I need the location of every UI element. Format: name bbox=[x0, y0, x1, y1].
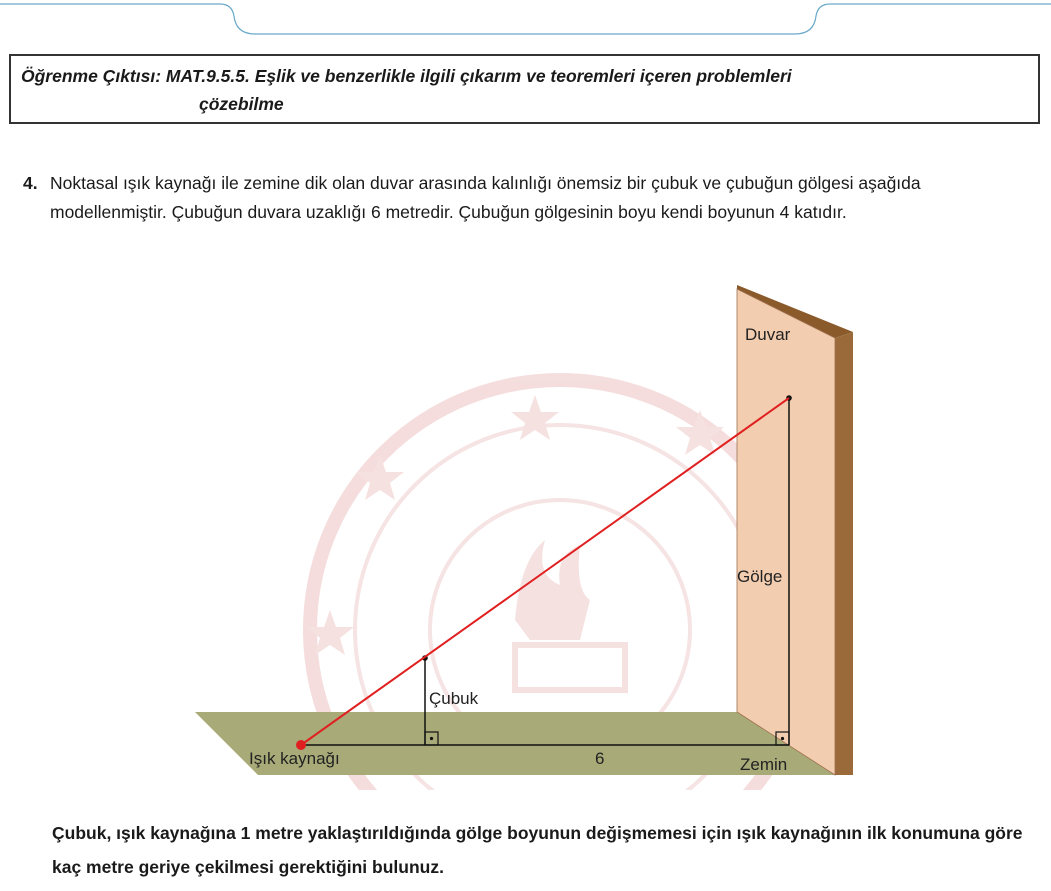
light-source-label: Işık kaynağı bbox=[249, 749, 340, 768]
learning-outcome-box bbox=[9, 54, 1040, 124]
problem-number: 4. bbox=[23, 173, 38, 193]
rod-label: Çubuk bbox=[429, 689, 479, 708]
distance-label: 6 bbox=[595, 749, 605, 768]
shadow-label: Gölge bbox=[737, 567, 783, 586]
question-text: Çubuk, ışık kaynağına 1 metre yaklaştırıldığında gölge boyunun değişmemesi için ışık kaynağının ilk konumuna göre kaç metre geriye çekilmesi gerektiğini bulunuz. bbox=[52, 823, 1023, 877]
ground-label: Zemin bbox=[740, 755, 788, 774]
header-tab-decoration bbox=[0, 0, 1051, 40]
wall-front bbox=[737, 289, 835, 775]
learning-outcome-line1: Öğrenme Çıktısı: MAT.9.5.5. Eşlik ve benzerlikle ilgili çıkarım ve teoremleri içeren problemleri bbox=[21, 66, 792, 86]
problem-text: Noktasal ışık kaynağı ile zemine dik olan duvar arasında kalınlığı önemsiz bir çubuk ve çubuğun gölgesi aşağıda modellenmiştir. Çubuğun duvara uzaklığı 6 metredir. Çubuğun gölgesinin boyu kendi boyunun 4 katıdır. bbox=[50, 173, 921, 222]
learning-outcome-line2: çözebilme bbox=[199, 94, 284, 114]
problem-statement bbox=[23, 169, 1023, 227]
wall-side bbox=[835, 332, 853, 775]
geometry-diagram bbox=[0, 270, 1051, 790]
wall-label: Duvar bbox=[745, 325, 791, 344]
